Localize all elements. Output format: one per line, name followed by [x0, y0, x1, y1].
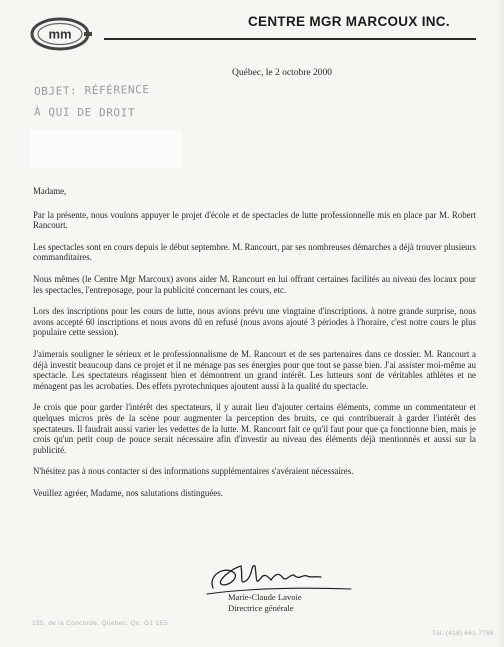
date-line: Québec, le 2 octobre 2000 — [232, 68, 332, 78]
footer-phone: Tél.:(418) 661-7766 — [432, 630, 494, 637]
salutation: Madame, — [33, 186, 67, 196]
svg-text:mm: mm — [48, 26, 72, 42]
letter-body — [33, 186, 476, 509]
organization-name: CENTRE MGR MARCOUX INC. — [248, 14, 450, 29]
paragraph: Nous mêmes (le Centre Mgr Marcoux) avons aider M. Rancourt en lui offrant certaines facilités au niveau des locaux pour les spectacles, l'entreposage, pour la publicité concernant les cours, etc. — [33, 273, 476, 295]
footer-address: 155, de la Concorde, Québec, Qc. G1 1E5 — [32, 620, 169, 627]
paragraph: Lors des inscriptions pour les cours de lutte, nous avions prévu une vingtaine d'inscriptions. à notre grande surprise, nous avons accepté 60 inscriptions et nous avons dû en refusé (nous avons ajouté 3 périodes à l'horaire, c'est notre cours le plus populaire cette session). — [33, 306, 476, 338]
closing: Veuillez agréer, Madame, nos salutations distinguées. — [33, 487, 223, 498]
paragraph: N'hésitez pas à nous contacter si des informations supplémentaires s'avéraient nécessaires. — [33, 466, 354, 477]
paragraph: Les spectacles sont en cours depuis le début septembre. M. Rancourt, par ses nombreuses démarches a déjà trouver plusieurs commanditaires. — [33, 241, 476, 263]
signer-name: Marie-Claude Lavoie — [228, 592, 302, 602]
paragraph: J'aimerais souligner le sérieux et le professionnalisme de M. Rancourt et de ses partenaires dans ce dossier. M. Rancourt a déjà investit beaucoup dans ce projet et il ne ménage pas ses énergies pour que tout se passe bien. J'ai assister moi-même au spectacle. Les spectateurs réagissent bien et démontrent un grand intérêt. Les lutteurs sont de véritables athlètes et ne ménagent pas les acrobaties. Des effets pyrotechniques ajoutent aussi à la qualité du spectacle. — [33, 348, 476, 391]
header-rule — [104, 38, 476, 40]
handwritten-subject: OBJET: RÉFÉRENCE — [33, 82, 150, 99]
scan-edge-shadow — [498, 0, 504, 647]
paragraph: Par la présente, nous voulons appuyer le projet d'école et de spectacles de lutte professionnelle mis en place par M. Robert Rancourt. — [33, 209, 476, 231]
redacted-address-block — [30, 130, 182, 168]
paragraph: Je crois que pour garder l'intérêt des spectateurs, il y aurait lieu d'ajouter certains éléments, comme un commentateur et quelques micros près de la scène pour augmenter la perception des bruits, ce qui contribuerait à garder l'intérêt des spectateurs. Il faudrait aussi varier les vedettes de la lutte. M. Rancourt fait ce qu'il faut pour que ça fonctionne bien, mais je crois qu'un petit coup de pouce serait nécessaire afin d'investir au niveau des éléments déjà mentionnés et aussi sur la publicité. — [33, 402, 476, 455]
handwritten-recipient: À QUI DE DROIT — [33, 105, 136, 120]
signer-title: Directrice générale — [228, 603, 294, 613]
organization-logo — [30, 17, 92, 51]
